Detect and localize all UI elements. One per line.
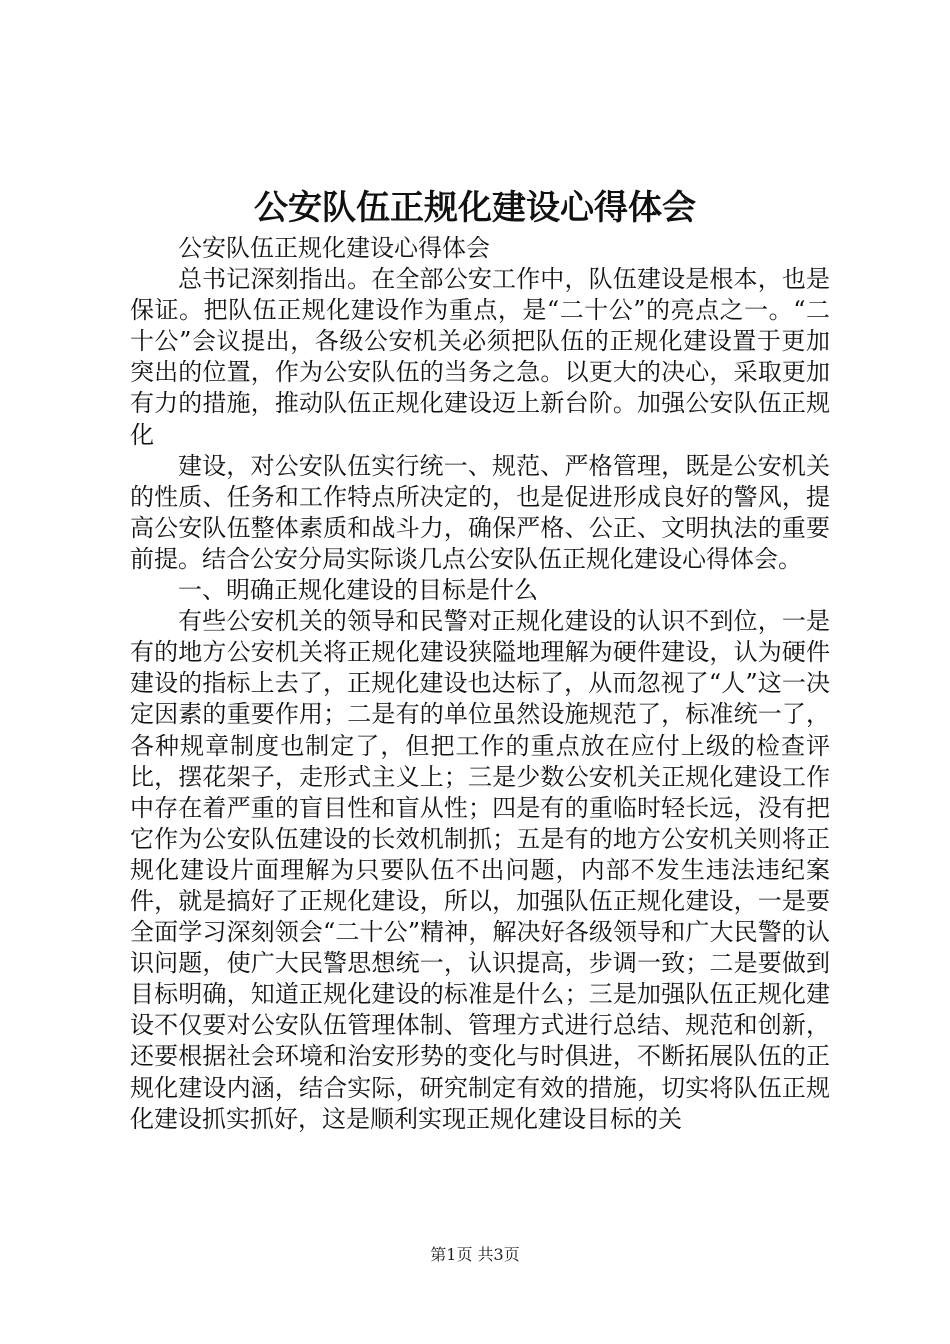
page-footer: 第1页 共3页 <box>430 1245 520 1264</box>
paragraph-section-1: 有些公安机关的领导和民警对正规化建设的认识不到位，一是有的地方公安机关将正规化建设狭隘地理解为硬件建设，认为硬件建设的指标上去了，正规化建设也达标了，从而忽视了“人”这一决定因素的重要作用；二是有的单位虽然设施规范了，标准统一了，各种规章制度也制定了，但把工作的重点放在应付上级的检查评比，摆花架子，走形式主义上；三是少数公安机关正规化建设工作中存在着严重的盲目性和盲从性；四是有的重临时轻长远，没有把它作为公安队伍建设的长效机制抓；五是有的地方公安机关则将正规化建设片面理解为只要队伍不出问题，内部不发生违法违纪案件，就是搞好了正规化建设，所以，加强队伍正规化建设，一是要全面学习深刻领会“二十公”精神，解决好各级领导和广大民警的认识问题，使广大民警思想统一，认识提高，步调一致；二是要做到目标明确，知道正规化建设的标准是什么；三是加强队伍正规化建设不仅要对公安队伍管理体制、管理方式进行总结、规范和创新，还要根据社会环境和治安形势的变化与时俱进，不断拓展队伍的正规化建设内涵，结合实际，研究制定有效的措施，切实将队伍正规化建设抓实抓好，这是顺利实现正规化建设目标的关 <box>130 607 830 1133</box>
paragraph-importance: 建设，对公安队伍实行统一、规范、严格管理，既是公安机关的性质、任务和工作特点所决定的，也是促进形成良好的警风，提高公安队伍整体素质和战斗力，确保严格、公正、文明执法的重要前提。结合公安分局实际谈几点公安队伍正规化建设心得体会。 <box>130 451 830 573</box>
section-heading-1: 一、明确正规化建设的目标是什么 <box>178 576 538 605</box>
document-title: 公安队伍正规化建设心得体会 <box>254 188 696 228</box>
document-body <box>130 233 830 1135</box>
paragraph-intro: 总书记深刻指出。在全部公安工作中，队伍建设是根本，也是保证。把队伍正规化建设作为重点，是“二十公”的亮点之一。“二十公”会议提出，各级公安机关必须把队伍的正规化建设置于更加突出的位置，作为公安队伍的当务之急。以更大的决心，采取更加有力的措施，推动队伍正规化建设迈上新台阶。加强公安队伍正规化 <box>130 265 830 449</box>
paragraph-subtitle: 公安队伍正规化建设心得体会 <box>178 234 490 262</box>
